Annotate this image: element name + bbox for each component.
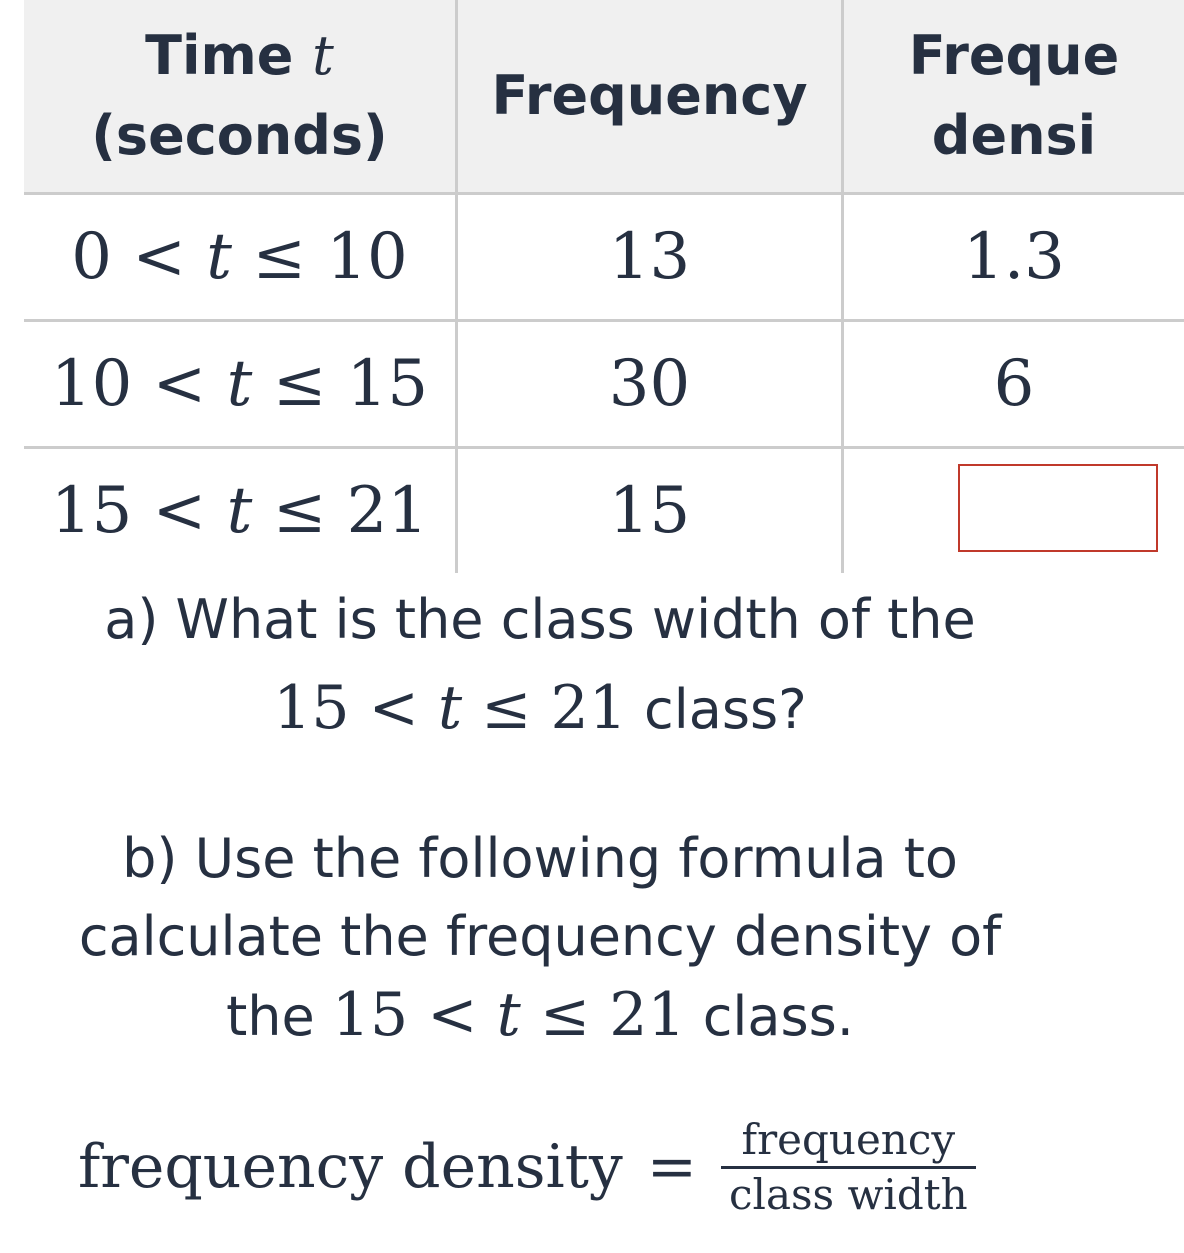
math-variable: t <box>496 980 521 1050</box>
question-a-class-expression <box>0 670 1080 748</box>
table-row-2-interval <box>24 322 455 446</box>
less-than-symbol: < <box>349 673 438 743</box>
frequency-value: 30 <box>608 347 691 421</box>
table-row-2-frequency <box>458 322 841 446</box>
question-b <box>0 820 1080 1056</box>
math-upper: 21 <box>550 673 627 743</box>
interval-variable: t <box>206 220 232 294</box>
table-row-3-frequency <box>458 449 841 573</box>
math-lower: 15 <box>273 673 350 743</box>
header-frequency-density <box>844 0 1184 192</box>
less-than-symbol: < <box>408 980 497 1050</box>
header-frequency-label: Frequency <box>491 64 808 127</box>
table-row-2-frequency-density <box>844 322 1184 446</box>
frequency-value: 13 <box>608 220 691 294</box>
question-b-text: b) Use the following formula to calculate the frequency density of the <box>78 827 1002 1048</box>
less-equal-symbol: ≤ <box>520 980 610 1050</box>
math-lower: 15 <box>331 980 409 1050</box>
formula-fraction <box>721 1114 976 1221</box>
frequency-density-value: 1.3 <box>963 220 1065 294</box>
less-than-symbol: < <box>132 347 227 421</box>
header-time-variable: t <box>312 24 334 87</box>
interval-upper: 15 <box>346 347 429 421</box>
less-than-symbol: < <box>111 220 207 294</box>
frequency-density-answer-input[interactable] <box>958 464 1158 552</box>
frequency-table <box>24 0 1184 573</box>
header-frequency-density-line2: densi <box>931 104 1097 167</box>
interval-variable: t <box>226 474 253 548</box>
header-time-label: Time <box>145 24 313 87</box>
question-a-suffix: class? <box>626 678 807 741</box>
less-equal-symbol: ≤ <box>252 474 347 548</box>
less-than-symbol: < <box>132 474 227 548</box>
formula-equals: = <box>646 1132 697 1202</box>
header-time-unit: (seconds) <box>91 104 388 167</box>
header-frequency <box>458 0 841 192</box>
interval-upper: 21 <box>346 474 429 548</box>
interval-lower: 0 <box>71 220 112 294</box>
table-row-1-frequency-density <box>844 195 1184 319</box>
frequency-density-value: 6 <box>993 347 1035 421</box>
question-a-text: a) What is the class width of the <box>104 588 976 651</box>
table-row-3-interval <box>24 449 455 573</box>
table-row-1-frequency <box>458 195 841 319</box>
interval-variable: t <box>226 347 253 421</box>
interval-lower: 10 <box>50 347 133 421</box>
question-b-suffix: class. <box>685 985 854 1048</box>
less-equal-symbol: ≤ <box>232 220 327 294</box>
interval-lower: 15 <box>50 474 133 548</box>
frequency-value: 15 <box>608 474 691 548</box>
frequency-density-formula <box>78 1112 976 1222</box>
formula-lhs: frequency density <box>78 1132 623 1202</box>
header-frequency-density-line1: Freque <box>908 24 1120 87</box>
interval-upper: 10 <box>326 220 408 294</box>
less-equal-symbol: ≤ <box>252 347 347 421</box>
table-row-1-interval <box>24 195 455 319</box>
math-variable: t <box>437 673 463 743</box>
formula-denominator: class width <box>729 1169 968 1219</box>
math-upper: 21 <box>609 980 686 1050</box>
header-time <box>24 0 455 192</box>
formula-numerator: frequency <box>741 1114 956 1164</box>
less-equal-symbol: ≤ <box>462 673 551 743</box>
